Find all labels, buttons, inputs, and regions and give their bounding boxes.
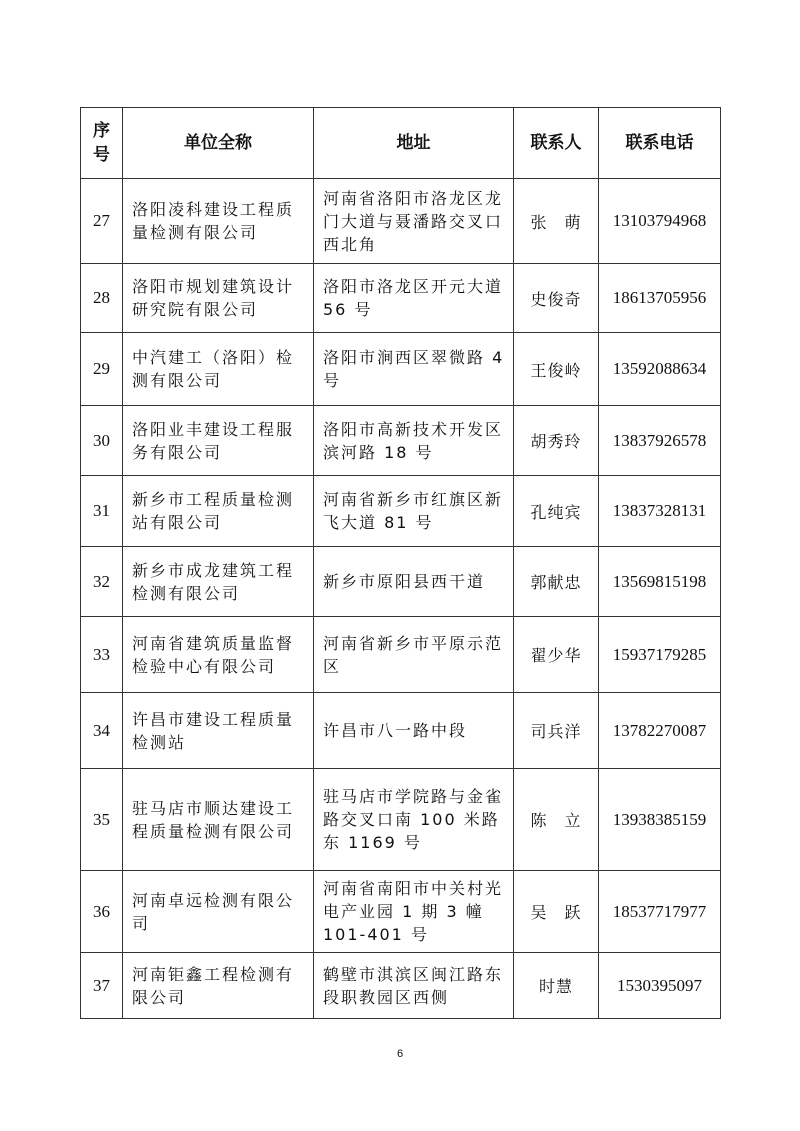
row-unit-name: 洛阳业丰建设工程服务有限公司 (123, 406, 314, 476)
row-index: 28 (81, 264, 123, 333)
row-phone: 13837926578 (599, 406, 721, 476)
row-contact: 陈 立 (514, 769, 599, 871)
table-header-row (81, 108, 721, 179)
row-address: 河南省南阳市中关村光电产业园 1 期 3 幢 101-401 号 (314, 871, 514, 953)
table-row (81, 547, 721, 617)
row-address: 许昌市八一路中段 (314, 693, 514, 769)
row-address: 驻马店市学院路与金雀路交叉口南 100 米路东 1169 号 (314, 769, 514, 871)
row-contact: 史俊奇 (514, 264, 599, 333)
table-row (81, 617, 721, 693)
row-address: 河南省新乡市红旗区新飞大道 81 号 (314, 476, 514, 547)
row-phone: 13938385159 (599, 769, 721, 871)
row-phone: 13592088634 (599, 333, 721, 406)
organization-table (80, 107, 721, 1019)
row-index: 34 (81, 693, 123, 769)
row-index: 29 (81, 333, 123, 406)
header-phone: 联系电话 (599, 108, 721, 179)
row-unit-name: 中汽建工（洛阳）检测有限公司 (123, 333, 314, 406)
table-row (81, 769, 721, 871)
row-address: 洛阳市洛龙区开元大道 56 号 (314, 264, 514, 333)
row-phone: 15937179285 (599, 617, 721, 693)
table-row (81, 264, 721, 333)
table-row (81, 871, 721, 953)
row-phone: 1530395097 (599, 953, 721, 1019)
row-unit-name: 河南钜鑫工程检测有限公司 (123, 953, 314, 1019)
table-row (81, 333, 721, 406)
row-unit-name: 河南省建筑质量监督检验中心有限公司 (123, 617, 314, 693)
row-index: 27 (81, 179, 123, 264)
row-contact: 胡秀玲 (514, 406, 599, 476)
row-index: 37 (81, 953, 123, 1019)
row-phone: 18613705956 (599, 264, 721, 333)
row-contact: 吴 跃 (514, 871, 599, 953)
row-address: 洛阳市高新技术开发区滨河路 18 号 (314, 406, 514, 476)
row-index: 35 (81, 769, 123, 871)
row-phone: 13782270087 (599, 693, 721, 769)
row-contact: 张 萌 (514, 179, 599, 264)
table-row (81, 953, 721, 1019)
row-unit-name: 驻马店市顺达建设工程质量检测有限公司 (123, 769, 314, 871)
table-row (81, 693, 721, 769)
row-address: 鹤壁市淇滨区闽江路东段职教园区西侧 (314, 953, 514, 1019)
row-phone: 18537717977 (599, 871, 721, 953)
header-address: 地址 (314, 108, 514, 179)
table-row (81, 179, 721, 264)
row-phone: 13837328131 (599, 476, 721, 547)
header-unit-name: 单位全称 (123, 108, 314, 179)
header-index: 序 号 (81, 108, 123, 179)
row-unit-name: 河南卓远检测有限公司 (123, 871, 314, 953)
row-unit-name: 洛阳市规划建筑设计研究院有限公司 (123, 264, 314, 333)
page-number: 6 (396, 1048, 404, 1060)
row-unit-name: 许昌市建设工程质量检测站 (123, 693, 314, 769)
row-contact: 翟少华 (514, 617, 599, 693)
row-contact: 司兵洋 (514, 693, 599, 769)
header-contact: 联系人 (514, 108, 599, 179)
row-contact: 孔纯宾 (514, 476, 599, 547)
table-row (81, 406, 721, 476)
row-contact: 郭献忠 (514, 547, 599, 617)
row-phone: 13569815198 (599, 547, 721, 617)
row-address: 洛阳市涧西区翠微路 4 号 (314, 333, 514, 406)
row-contact: 王俊岭 (514, 333, 599, 406)
row-contact: 时慧 (514, 953, 599, 1019)
row-address: 新乡市原阳县西干道 (314, 547, 514, 617)
row-unit-name: 洛阳凌科建设工程质量检测有限公司 (123, 179, 314, 264)
row-address: 河南省新乡市平原示范区 (314, 617, 514, 693)
row-index: 32 (81, 547, 123, 617)
table-row (81, 476, 721, 547)
row-index: 30 (81, 406, 123, 476)
row-index: 31 (81, 476, 123, 547)
row-unit-name: 新乡市工程质量检测站有限公司 (123, 476, 314, 547)
row-address: 河南省洛阳市洛龙区龙门大道与聂潘路交叉口西北角 (314, 179, 514, 264)
row-index: 36 (81, 871, 123, 953)
row-index: 33 (81, 617, 123, 693)
row-phone: 13103794968 (599, 179, 721, 264)
row-unit-name: 新乡市成龙建筑工程检测有限公司 (123, 547, 314, 617)
